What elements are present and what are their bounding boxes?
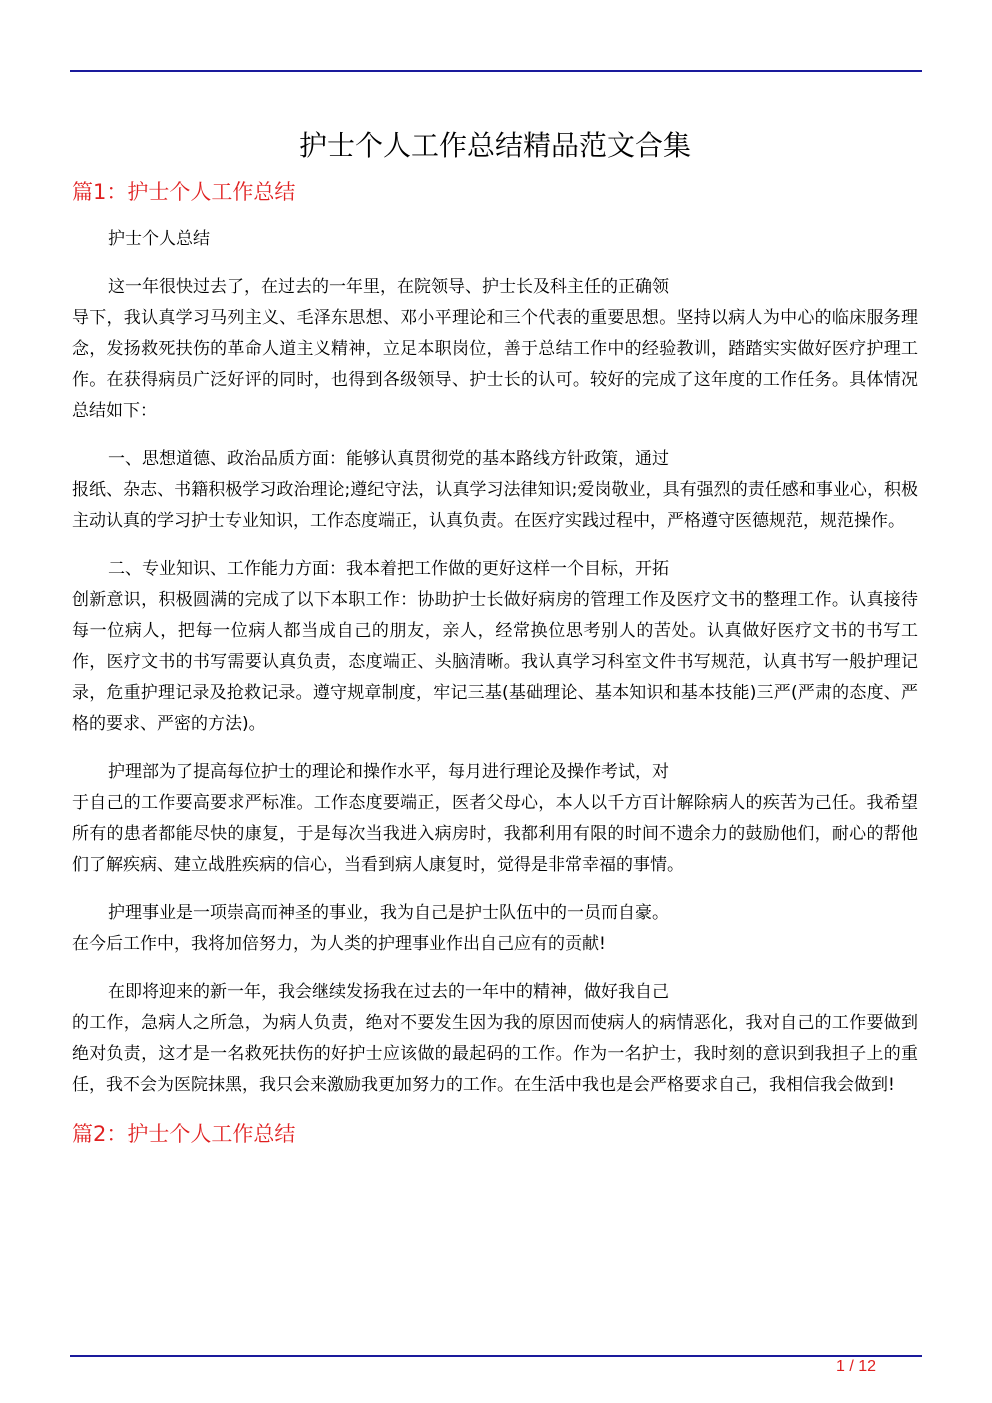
paragraph-body: 在今后工作中，我将加倍努力，为人类的护理事业作出自己应有的贡献! bbox=[72, 934, 606, 954]
paragraph-6 bbox=[72, 977, 918, 1101]
section-1-heading: 篇1：护士个人工作总结 bbox=[72, 180, 296, 204]
paragraph-lead: 二、专业知识、工作能力方面：我本着把工作做的更好这样一个目标，开拓 bbox=[108, 559, 669, 579]
paragraph-1 bbox=[72, 272, 918, 427]
paragraph-lead: 一、思想道德、政治品质方面：能够认真贯彻党的基本路线方针政策，通过 bbox=[108, 449, 669, 469]
section-1-subheading: 护士个人总结 bbox=[108, 229, 210, 249]
paragraph-lead: 护理部为了提高每位护士的理论和操作水平，每月进行理论及操作考试，对 bbox=[108, 762, 669, 782]
paragraph-lead: 护理事业是一项崇高而神圣的事业，我为自己是护士队伍中的一员而自豪。 bbox=[108, 903, 669, 923]
paragraph-5 bbox=[72, 898, 918, 960]
page-title: 护士个人工作总结精品范文合集 bbox=[298, 129, 691, 162]
document-body bbox=[72, 126, 918, 1166]
section-2-heading: 篇2：护士个人工作总结 bbox=[72, 1122, 296, 1146]
paragraph-body: 报纸、杂志、书籍积极学习政治理论;遵纪守法，认真学习法律知识;爱岗敬业，具有强烈的责任感和事业心，积极主动认真的学习护士专业知识，工作态度端正，认真负责。在医疗实践过程中，严格遵守医德规范，规范操作。 bbox=[72, 480, 918, 531]
header-rule bbox=[70, 70, 922, 72]
paragraph-body: 的工作，急病人之所急，为病人负责，绝对不要发生因为我的原因而使病人的病情恶化，我对自己的工作要做到绝对负责，这才是一名救死扶伤的好护士应该做的最起码的工作。作为一名护士，我时刻的意识到我担子上的重任，我不会为医院抹黑，我只会来激励我更加努力的工作。在生活中我也是会严格要求自己，我相信我会做到! bbox=[72, 1013, 918, 1095]
paragraph-body: 导下，我认真学习马列主义、毛泽东思想、邓小平理论和三个代表的重要思想。坚持以病人为中心的临床服务理念，发扬救死扶伤的革命人道主义精神，立足本职岗位，善于总结工作中的经验教训，踏踏实实做好医疗护理工作。在获得病员广泛好评的同时，也得到各级领导、护士长的认可。较好的完成了这年度的工作任务。具体情况总结如下： bbox=[72, 308, 918, 421]
paragraph-4 bbox=[72, 757, 918, 881]
paragraph-body: 于自己的工作要高要求严标准。工作态度要端正，医者父母心，本人以千方百计解除病人的疾苦为己任。我希望所有的患者都能尽快的康复，于是每次当我进入病房时，我都利用有限的时间不遗余力的鼓励他们，耐心的帮他们了解疾病、建立战胜疾病的信心，当看到病人康复时，觉得是非常幸福的事情。 bbox=[72, 793, 918, 875]
page-number: 1 / 12 bbox=[835, 1358, 876, 1375]
footer-rule bbox=[70, 1355, 922, 1357]
paragraph-lead: 在即将迎来的新一年，我会继续发扬我在过去的一年中的精神，做好我自己 bbox=[108, 982, 669, 1002]
paragraph-3 bbox=[72, 554, 918, 740]
paragraph-2 bbox=[72, 444, 918, 537]
paragraph-lead: 这一年很快过去了，在过去的一年里，在院领导、护士长及科主任的正确领 bbox=[108, 277, 669, 297]
paragraph-body: 创新意识，积极圆满的完成了以下本职工作：协助护士长做好病房的管理工作及医疗文书的整理工作。认真接待每一位病人，把每一位病人都当成自己的朋友，亲人，经常换位思考别人的苦处。认真做好医疗文书的书写工作，医疗文书的书写需要认真负责，态度端正、头脑清晰。我认真学习科室文件书写规范，认真书写一般护理记录，危重护理记录及抢救记录。遵守规章制度，牢记三基(基础理论、基本知识和基本技能)三严(严肃的态度、严格的要求、严密的方法)。 bbox=[72, 590, 918, 734]
